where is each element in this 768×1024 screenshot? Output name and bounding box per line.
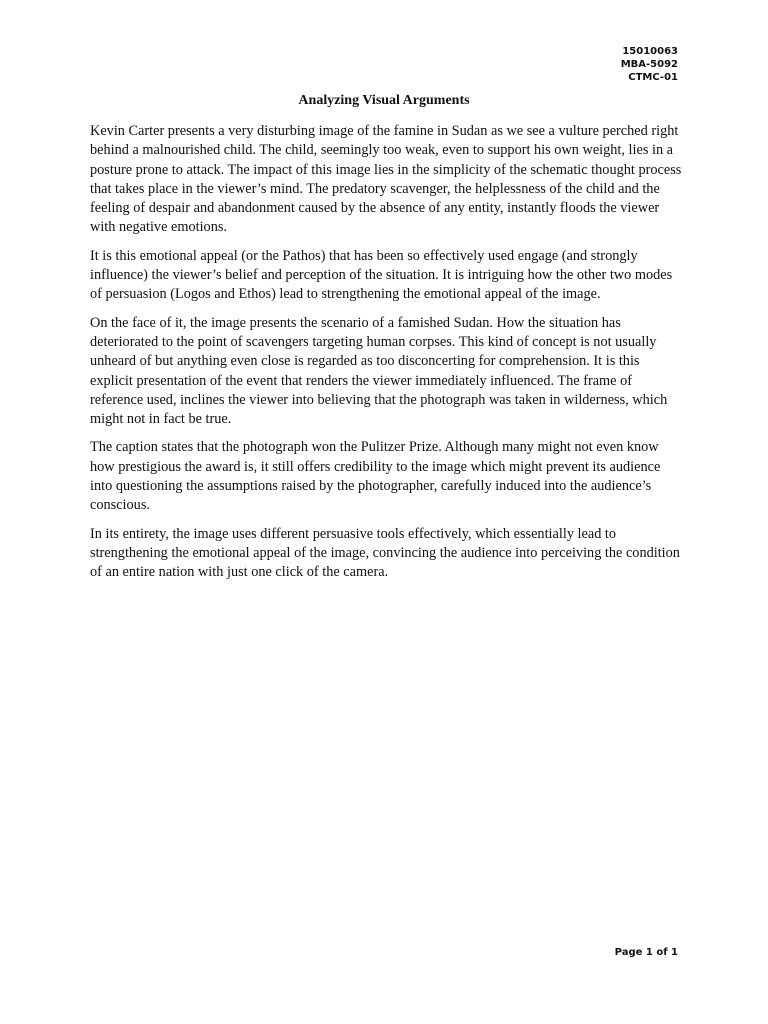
paragraph: Kevin Carter presents a very disturbing image of the famine in Sudan as we see a vulture perched right behind a malnourished child. The child, seemingly too weak, even to support his own weight, lies in a posture prone to attack. The impact of this image lies in the simplicity of the schematic thought process that takes place in the viewer’s mind. The predatory scavenger, the helplessness of the child and the feeling of despair and abandonment caused by the absence of any entity, instantly floods the viewer with negative emotions. [90, 123, 682, 236]
page-number: Page 1 of 1 [614, 947, 678, 958]
paragraph: In its entirety, the image uses different persuasive tools effectively, which essentially lead to strengthening the emotional appeal of the image, convincing the audience into perceiving the condition of an entire nation with just one click of the camera. [90, 525, 680, 581]
paragraph: The caption states that the photograph won the Pulitzer Prize. Although many might not even know how prestigious the award is, it still offers credibility to the image which might prevent its audience into questioning the assumptions raised by the photographer, carefully induced into the audience’s conscious. [90, 439, 661, 514]
course-code: MBA-5092 [620, 59, 678, 70]
document-title: Analyzing Visual Arguments [298, 93, 470, 108]
student-id: 15010063 [622, 46, 678, 57]
header-info [621, 45, 678, 84]
document-body [90, 122, 682, 592]
paragraph: On the face of it, the image presents the scenario of a famished Sudan. How the situation has deteriorated to the point of scavengers targeting human corpses. This kind of concept is not usually unheard of but anything even close is regarded as too disconcerting for comprehension. It is this explicit presentation of the event that renders the viewer immediately influenced. The frame of reference used, inclines the viewer into believing that the photograph was taken in wilderness, which might not in fact be true. [90, 314, 668, 428]
paragraph: It is this emotional appeal (or the Pathos) that has been so effectively used engage (and strongly influence) the viewer’s belief and perception of the situation. It is intriguing how the other two modes of persuasion (Logos and Ethos) lead to strengthening the emotional appeal of the image. [90, 247, 673, 303]
section-code: CTMC-01 [628, 72, 678, 83]
